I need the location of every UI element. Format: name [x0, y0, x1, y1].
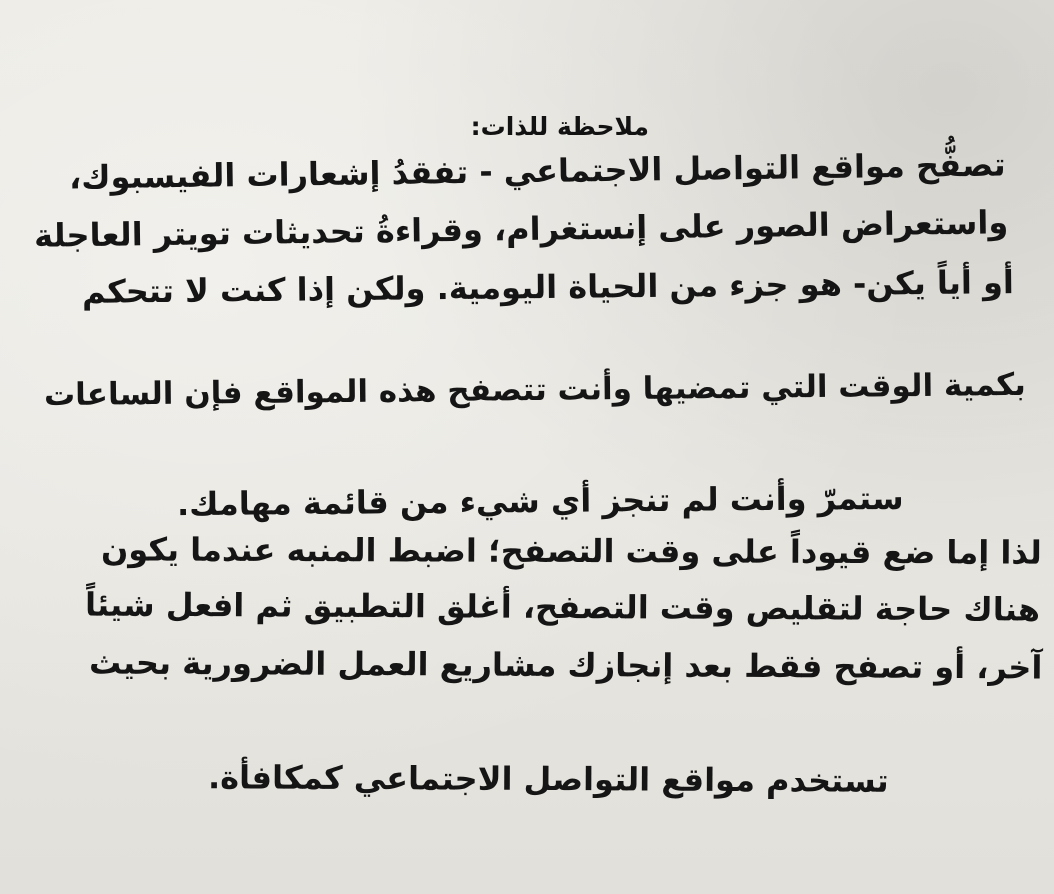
paragraph-line: واستعراض الصور على إنستغرام، وقراءةُ تحديثات تويتر العاجلة	[33, 203, 1009, 255]
paragraph-line: تستخدم مواقع التواصل الاجتماعي كمكافأة.	[208, 758, 890, 800]
paragraph-line: بكمية الوقت التي تمضيها وأنت تتصفح هذه المواقع فإن الساعات	[44, 366, 1027, 414]
paragraph-line: آخر، أو تصفح فقط بعد إنجازك مشاريع العمل الضرورية بحيث	[88, 643, 1043, 687]
paragraph-line: هناك حاجة لتقليص وقت التصفح، أغلق التطبيق ثم افعل شيئاً	[84, 585, 1041, 629]
paragraph-line: أو أياً يكن- هو جزء من الحياة اليومية. ولكن إذا كنت لا تتحكم	[81, 263, 1015, 311]
paragraph-line: لذا إما ضع قيوداً على وقت التصفح؛ اضبط المنبه عندما يكون	[101, 530, 1043, 572]
note-heading: ملاحظة للذات:	[470, 112, 649, 141]
paragraph-line: تصفُّح مواقع التواصل الاجتماعي - تفقدُ إشعارات الفيسبوك،	[69, 145, 1007, 197]
paragraph-line: ستمرّ وأنت لم تنجز أي شيء من قائمة مهامك.	[177, 478, 905, 524]
